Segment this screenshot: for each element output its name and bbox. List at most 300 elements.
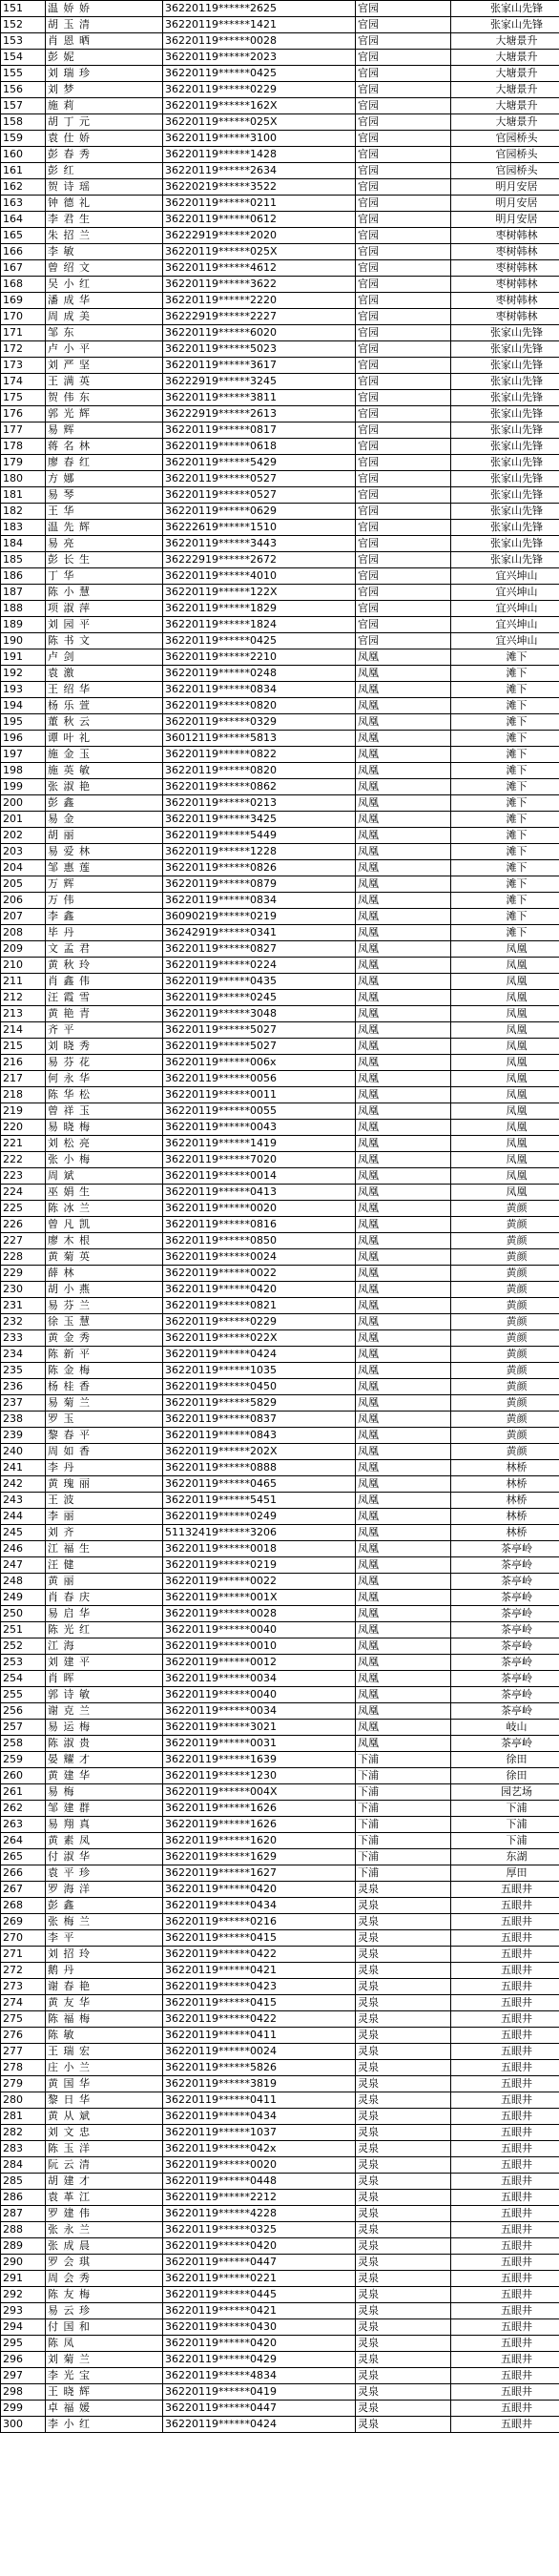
id-number: 36222919******2227	[163, 309, 356, 325]
village: 五眼井	[451, 2401, 559, 2417]
id-number: 36220119******1639	[163, 1752, 356, 1768]
row-number: 240	[1, 1444, 46, 1460]
person-name: 曾 凡 凯	[46, 1217, 163, 1233]
row-number: 278	[1, 2060, 46, 2076]
id-number: 36220119******2212	[163, 2190, 356, 2206]
table-row	[1, 1006, 559, 1022]
id-number: 36220119******1626	[163, 1817, 356, 1833]
id-number: 36220119******0020	[163, 2157, 356, 2174]
row-number: 242	[1, 1476, 46, 1493]
village: 五眼井	[451, 2060, 559, 2076]
village: 五眼井	[451, 1882, 559, 1898]
village: 凤凰	[451, 974, 559, 990]
table-row	[1, 2352, 559, 2368]
table-row	[1, 1363, 559, 1379]
village: 凤凰	[451, 1168, 559, 1185]
township: 凤凰	[356, 1314, 451, 1330]
id-number: 36220119******0420	[163, 2336, 356, 2352]
person-name: 汪 霞 雪	[46, 990, 163, 1006]
row-number: 158	[1, 114, 46, 131]
person-name: 廖 春 红	[46, 455, 163, 471]
township: 官园	[356, 17, 451, 33]
row-number: 183	[1, 520, 46, 536]
person-name: 黄 菊 英	[46, 1249, 163, 1266]
row-number: 212	[1, 990, 46, 1006]
village: 五眼井	[451, 2092, 559, 2109]
id-number: 36222919******2672	[163, 552, 356, 568]
village: 厚田	[451, 1865, 559, 1882]
village: 五眼井	[451, 2303, 559, 2319]
table-row	[1, 422, 559, 439]
id-number: 36220119******0020	[163, 1201, 356, 1217]
table-row	[1, 1428, 559, 1444]
person-name: 黄 瑰 丽	[46, 1476, 163, 1493]
township: 下浦	[356, 1865, 451, 1882]
village: 茶亭岭	[451, 1638, 559, 1655]
table-row	[1, 1379, 559, 1395]
id-number: 36220119******2023	[163, 50, 356, 66]
id-number: 36220119******1620	[163, 1833, 356, 1849]
person-name: 罗 海 洋	[46, 1882, 163, 1898]
id-number: 36222919******2613	[163, 406, 356, 422]
id-number: 36220119******1626	[163, 1801, 356, 1817]
township: 凤凰	[356, 1720, 451, 1736]
township: 凤凰	[356, 1736, 451, 1752]
township: 官园	[356, 568, 451, 585]
row-number: 172	[1, 341, 46, 358]
person-name: 陈 金 梅	[46, 1363, 163, 1379]
row-number: 200	[1, 795, 46, 812]
table-row	[1, 82, 559, 98]
row-number: 185	[1, 552, 46, 568]
township: 凤凰	[356, 666, 451, 682]
id-number: 36220119******0527	[163, 471, 356, 487]
person-name: 李 平	[46, 1930, 163, 1947]
id-number: 36220119******122X	[163, 585, 356, 601]
person-name: 温 先 辉	[46, 520, 163, 536]
id-number: 36220119******0420	[163, 1282, 356, 1298]
row-number: 260	[1, 1768, 46, 1784]
table-row	[1, 455, 559, 471]
row-number: 293	[1, 2303, 46, 2319]
village: 宜兴坤山	[451, 617, 559, 633]
village: 官园桥头	[451, 131, 559, 147]
table-row	[1, 2222, 559, 2238]
person-name: 贺 伟 东	[46, 390, 163, 406]
person-name: 巫 娟 生	[46, 1185, 163, 1201]
village: 明月安居	[451, 196, 559, 212]
row-number: 288	[1, 2222, 46, 2238]
table-row	[1, 601, 559, 617]
row-number: 223	[1, 1168, 46, 1185]
township: 凤凰	[356, 1363, 451, 1379]
table-row	[1, 228, 559, 244]
row-number: 169	[1, 293, 46, 309]
table-row	[1, 1849, 559, 1865]
row-number: 159	[1, 131, 46, 147]
village: 茶亭岭	[451, 1655, 559, 1671]
person-name: 刘 建 平	[46, 1655, 163, 1671]
id-number: 36220119******0817	[163, 422, 356, 439]
person-name: 董 秋 云	[46, 714, 163, 731]
village: 张家山先锋	[451, 374, 559, 390]
id-number: 36220119******3425	[163, 812, 356, 828]
id-number: 36220119******3048	[163, 1006, 356, 1022]
person-name: 胡 小 燕	[46, 1282, 163, 1298]
township: 灵泉	[356, 2271, 451, 2287]
id-number: 36222919******3245	[163, 374, 356, 390]
village: 滩下	[451, 649, 559, 666]
id-number: 36220119******0245	[163, 990, 356, 1006]
id-number: 36220119******0822	[163, 747, 356, 763]
row-number: 197	[1, 747, 46, 763]
table-row	[1, 1314, 559, 1330]
person-name: 袁 激	[46, 666, 163, 682]
row-number: 163	[1, 196, 46, 212]
village: 枣树韩林	[451, 309, 559, 325]
village: 宜兴坤山	[451, 601, 559, 617]
table-row	[1, 520, 559, 536]
township: 凤凰	[356, 893, 451, 909]
person-name: 易 芬 花	[46, 1055, 163, 1071]
row-number: 276	[1, 2028, 46, 2044]
person-name: 邹 惠 莲	[46, 860, 163, 876]
row-number: 204	[1, 860, 46, 876]
township: 官园	[356, 260, 451, 277]
row-number: 258	[1, 1736, 46, 1752]
row-number: 283	[1, 2141, 46, 2157]
id-number: 36220119******0056	[163, 1071, 356, 1087]
township: 灵泉	[356, 2190, 451, 2206]
township: 官园	[356, 131, 451, 147]
township: 官园	[356, 147, 451, 163]
township: 官园	[356, 390, 451, 406]
id-number: 36220119******0031	[163, 1736, 356, 1752]
person-name: 朱 招 兰	[46, 228, 163, 244]
row-number: 213	[1, 1006, 46, 1022]
village: 凤凰	[451, 1103, 559, 1120]
id-number: 36220119******0024	[163, 1249, 356, 1266]
table-row	[1, 1590, 559, 1606]
row-number: 208	[1, 925, 46, 941]
id-number: 36220119******0837	[163, 1412, 356, 1428]
id-number: 36220119******0010	[163, 1638, 356, 1655]
person-name: 李 敏	[46, 244, 163, 260]
row-number: 262	[1, 1801, 46, 1817]
person-name: 薛 林	[46, 1266, 163, 1282]
person-name: 文 孟 君	[46, 941, 163, 958]
row-number: 292	[1, 2287, 46, 2303]
table-row	[1, 114, 559, 131]
village: 枣树韩林	[451, 228, 559, 244]
person-name: 毕 丹	[46, 925, 163, 941]
table-row	[1, 1103, 559, 1120]
township: 灵泉	[356, 1930, 451, 1947]
table-row	[1, 1655, 559, 1671]
table-row	[1, 1039, 559, 1055]
row-number: 289	[1, 2238, 46, 2255]
village: 凤凰	[451, 1185, 559, 1201]
person-name: 易 运 梅	[46, 1720, 163, 1736]
id-number: 36220119******1421	[163, 17, 356, 33]
person-name: 杨 乐 萱	[46, 698, 163, 714]
township: 凤凰	[356, 731, 451, 747]
person-name: 周 成 美	[46, 309, 163, 325]
id-number: 36220119******1419	[163, 1136, 356, 1152]
table-row	[1, 2060, 559, 2076]
table-row	[1, 1152, 559, 1168]
row-number: 177	[1, 422, 46, 439]
village: 黄颜	[451, 1379, 559, 1395]
person-name: 黄 金 秀	[46, 1330, 163, 1347]
id-number: 36220119******0527	[163, 487, 356, 504]
person-name: 彭 长 生	[46, 552, 163, 568]
village: 黄颜	[451, 1428, 559, 1444]
village: 官园桥头	[451, 147, 559, 163]
id-number: 36220119******0465	[163, 1476, 356, 1493]
township: 下浦	[356, 1784, 451, 1801]
person-name: 肖 春 庆	[46, 1590, 163, 1606]
person-name: 黄 建 华	[46, 1768, 163, 1784]
row-number: 211	[1, 974, 46, 990]
village: 凤凰	[451, 958, 559, 974]
township: 凤凰	[356, 925, 451, 941]
person-name: 易 亮	[46, 536, 163, 552]
id-number: 36090219******0219	[163, 909, 356, 925]
person-name: 陈 福 梅	[46, 2011, 163, 2028]
township: 凤凰	[356, 1444, 451, 1460]
id-number: 36220119******3617	[163, 358, 356, 374]
table-row	[1, 1412, 559, 1428]
village: 徐田	[451, 1768, 559, 1784]
person-name: 张 小 梅	[46, 1152, 163, 1168]
person-name: 江 福 生	[46, 1541, 163, 1557]
row-number: 201	[1, 812, 46, 828]
township: 凤凰	[356, 698, 451, 714]
row-number: 173	[1, 358, 46, 374]
table-row	[1, 2368, 559, 2384]
village: 凤凰	[451, 1152, 559, 1168]
person-name: 彭 鑫	[46, 795, 163, 812]
row-number: 157	[1, 98, 46, 114]
table-row	[1, 2028, 559, 2044]
township: 灵泉	[356, 2368, 451, 2384]
township: 凤凰	[356, 1460, 451, 1476]
table-row	[1, 374, 559, 390]
row-number: 290	[1, 2255, 46, 2271]
village: 凤凰	[451, 941, 559, 958]
person-name: 郭 光 辉	[46, 406, 163, 422]
village: 黄颜	[451, 1266, 559, 1282]
person-name: 易 晓 梅	[46, 1120, 163, 1136]
township: 官园	[356, 33, 451, 50]
township: 官园	[356, 98, 451, 114]
village: 茶亭岭	[451, 1574, 559, 1590]
table-row	[1, 1347, 559, 1363]
township: 凤凰	[356, 909, 451, 925]
person-name: 齐 平	[46, 1022, 163, 1039]
row-number: 279	[1, 2076, 46, 2092]
table-row	[1, 1606, 559, 1622]
village: 黄颜	[451, 1395, 559, 1412]
table-row	[1, 406, 559, 422]
person-name: 晏 耀 才	[46, 1752, 163, 1768]
id-number: 36220119******4612	[163, 260, 356, 277]
village: 张家山先锋	[451, 341, 559, 358]
person-name: 胡 玉 清	[46, 17, 163, 33]
roster-body	[1, 1, 559, 2433]
row-number: 203	[1, 844, 46, 860]
person-name: 黄 丽	[46, 1574, 163, 1590]
township: 凤凰	[356, 974, 451, 990]
table-row	[1, 33, 559, 50]
id-number: 36220119******0422	[163, 1947, 356, 1963]
row-number: 261	[1, 1784, 46, 1801]
table-row	[1, 1233, 559, 1249]
row-number: 174	[1, 374, 46, 390]
table-row	[1, 1752, 559, 1768]
village: 黄颜	[451, 1347, 559, 1363]
township: 凤凰	[356, 828, 451, 844]
person-name: 易 辉	[46, 422, 163, 439]
township: 凤凰	[356, 1168, 451, 1185]
township: 凤凰	[356, 1152, 451, 1168]
table-row	[1, 341, 559, 358]
row-number: 243	[1, 1493, 46, 1509]
row-number: 296	[1, 2352, 46, 2368]
person-name: 黄 秋 玲	[46, 958, 163, 974]
table-row	[1, 552, 559, 568]
township: 官园	[356, 228, 451, 244]
person-name: 袁 仕 娇	[46, 131, 163, 147]
table-row	[1, 585, 559, 601]
person-name: 陈 淑 贵	[46, 1736, 163, 1752]
id-number: 36220119******0043	[163, 1120, 356, 1136]
row-number: 152	[1, 17, 46, 33]
row-number: 241	[1, 1460, 46, 1476]
id-number: 36220119******0325	[163, 2222, 356, 2238]
village: 黄颜	[451, 1249, 559, 1266]
township: 凤凰	[356, 1412, 451, 1428]
village: 茶亭岭	[451, 1541, 559, 1557]
village: 滩下	[451, 893, 559, 909]
id-number: 36220119******0834	[163, 893, 356, 909]
id-number: 36220119******0879	[163, 876, 356, 893]
person-name: 刘 瑞 珍	[46, 66, 163, 82]
township: 灵泉	[356, 1882, 451, 1898]
township: 灵泉	[356, 2174, 451, 2190]
village: 滩下	[451, 812, 559, 828]
table-row	[1, 1201, 559, 1217]
village: 明月安居	[451, 179, 559, 196]
township: 官园	[356, 244, 451, 260]
id-number: 36220119******0826	[163, 860, 356, 876]
village: 五眼井	[451, 1930, 559, 1947]
id-number: 36220119******5829	[163, 1395, 356, 1412]
table-row	[1, 1330, 559, 1347]
township: 灵泉	[356, 2238, 451, 2255]
row-number: 155	[1, 66, 46, 82]
township: 官园	[356, 50, 451, 66]
person-name: 刘 菊 兰	[46, 2352, 163, 2368]
row-number: 256	[1, 1703, 46, 1720]
id-number: 36220119******0224	[163, 958, 356, 974]
id-number: 36220119******0411	[163, 2092, 356, 2109]
person-name: 周 斌	[46, 1168, 163, 1185]
person-name: 周 会 秀	[46, 2271, 163, 2287]
village: 明月安居	[451, 212, 559, 228]
village: 滩下	[451, 909, 559, 925]
township: 凤凰	[356, 1249, 451, 1266]
table-row	[1, 1801, 559, 1817]
id-number: 36220119******0816	[163, 1217, 356, 1233]
township: 下浦	[356, 1768, 451, 1784]
row-number: 187	[1, 585, 46, 601]
village: 枣树韩林	[451, 260, 559, 277]
table-row	[1, 66, 559, 82]
village: 下浦	[451, 1817, 559, 1833]
village: 张家山先锋	[451, 1, 559, 17]
township: 凤凰	[356, 1574, 451, 1590]
table-row	[1, 2271, 559, 2287]
township: 灵泉	[356, 2157, 451, 2174]
row-number: 246	[1, 1541, 46, 1557]
township: 灵泉	[356, 1914, 451, 1930]
township: 官园	[356, 455, 451, 471]
person-name: 刘 招 玲	[46, 1947, 163, 1963]
table-row	[1, 277, 559, 293]
table-row	[1, 990, 559, 1006]
village: 五眼井	[451, 2417, 559, 2433]
village: 张家山先锋	[451, 390, 559, 406]
township: 凤凰	[356, 1622, 451, 1638]
person-name: 彭 妮	[46, 50, 163, 66]
township: 灵泉	[356, 2206, 451, 2222]
table-row	[1, 2141, 559, 2157]
row-number: 198	[1, 763, 46, 779]
id-number: 36220119******0028	[163, 33, 356, 50]
row-number: 190	[1, 633, 46, 649]
row-number: 234	[1, 1347, 46, 1363]
table-row	[1, 309, 559, 325]
row-number: 180	[1, 471, 46, 487]
person-name: 易 翔 真	[46, 1817, 163, 1833]
table-row	[1, 2238, 559, 2255]
village: 茶亭岭	[451, 1622, 559, 1638]
row-number: 286	[1, 2190, 46, 2206]
person-name: 陈 华 松	[46, 1087, 163, 1103]
row-number: 237	[1, 1395, 46, 1412]
township: 官园	[356, 601, 451, 617]
table-row	[1, 1282, 559, 1298]
township: 凤凰	[356, 1428, 451, 1444]
person-name: 阮 云 清	[46, 2157, 163, 2174]
village: 林桥	[451, 1509, 559, 1525]
table-row	[1, 98, 559, 114]
village: 茶亭岭	[451, 1703, 559, 1720]
row-number: 227	[1, 1233, 46, 1249]
row-number: 230	[1, 1282, 46, 1298]
village: 岐山	[451, 1720, 559, 1736]
table-row	[1, 2011, 559, 2028]
table-row	[1, 1087, 559, 1103]
id-number: 36220119******3443	[163, 536, 356, 552]
village: 滩下	[451, 795, 559, 812]
person-name: 胡 丽	[46, 828, 163, 844]
person-name: 刘 园 平	[46, 617, 163, 633]
township: 凤凰	[356, 1330, 451, 1347]
id-number: 36220119******0445	[163, 2287, 356, 2303]
